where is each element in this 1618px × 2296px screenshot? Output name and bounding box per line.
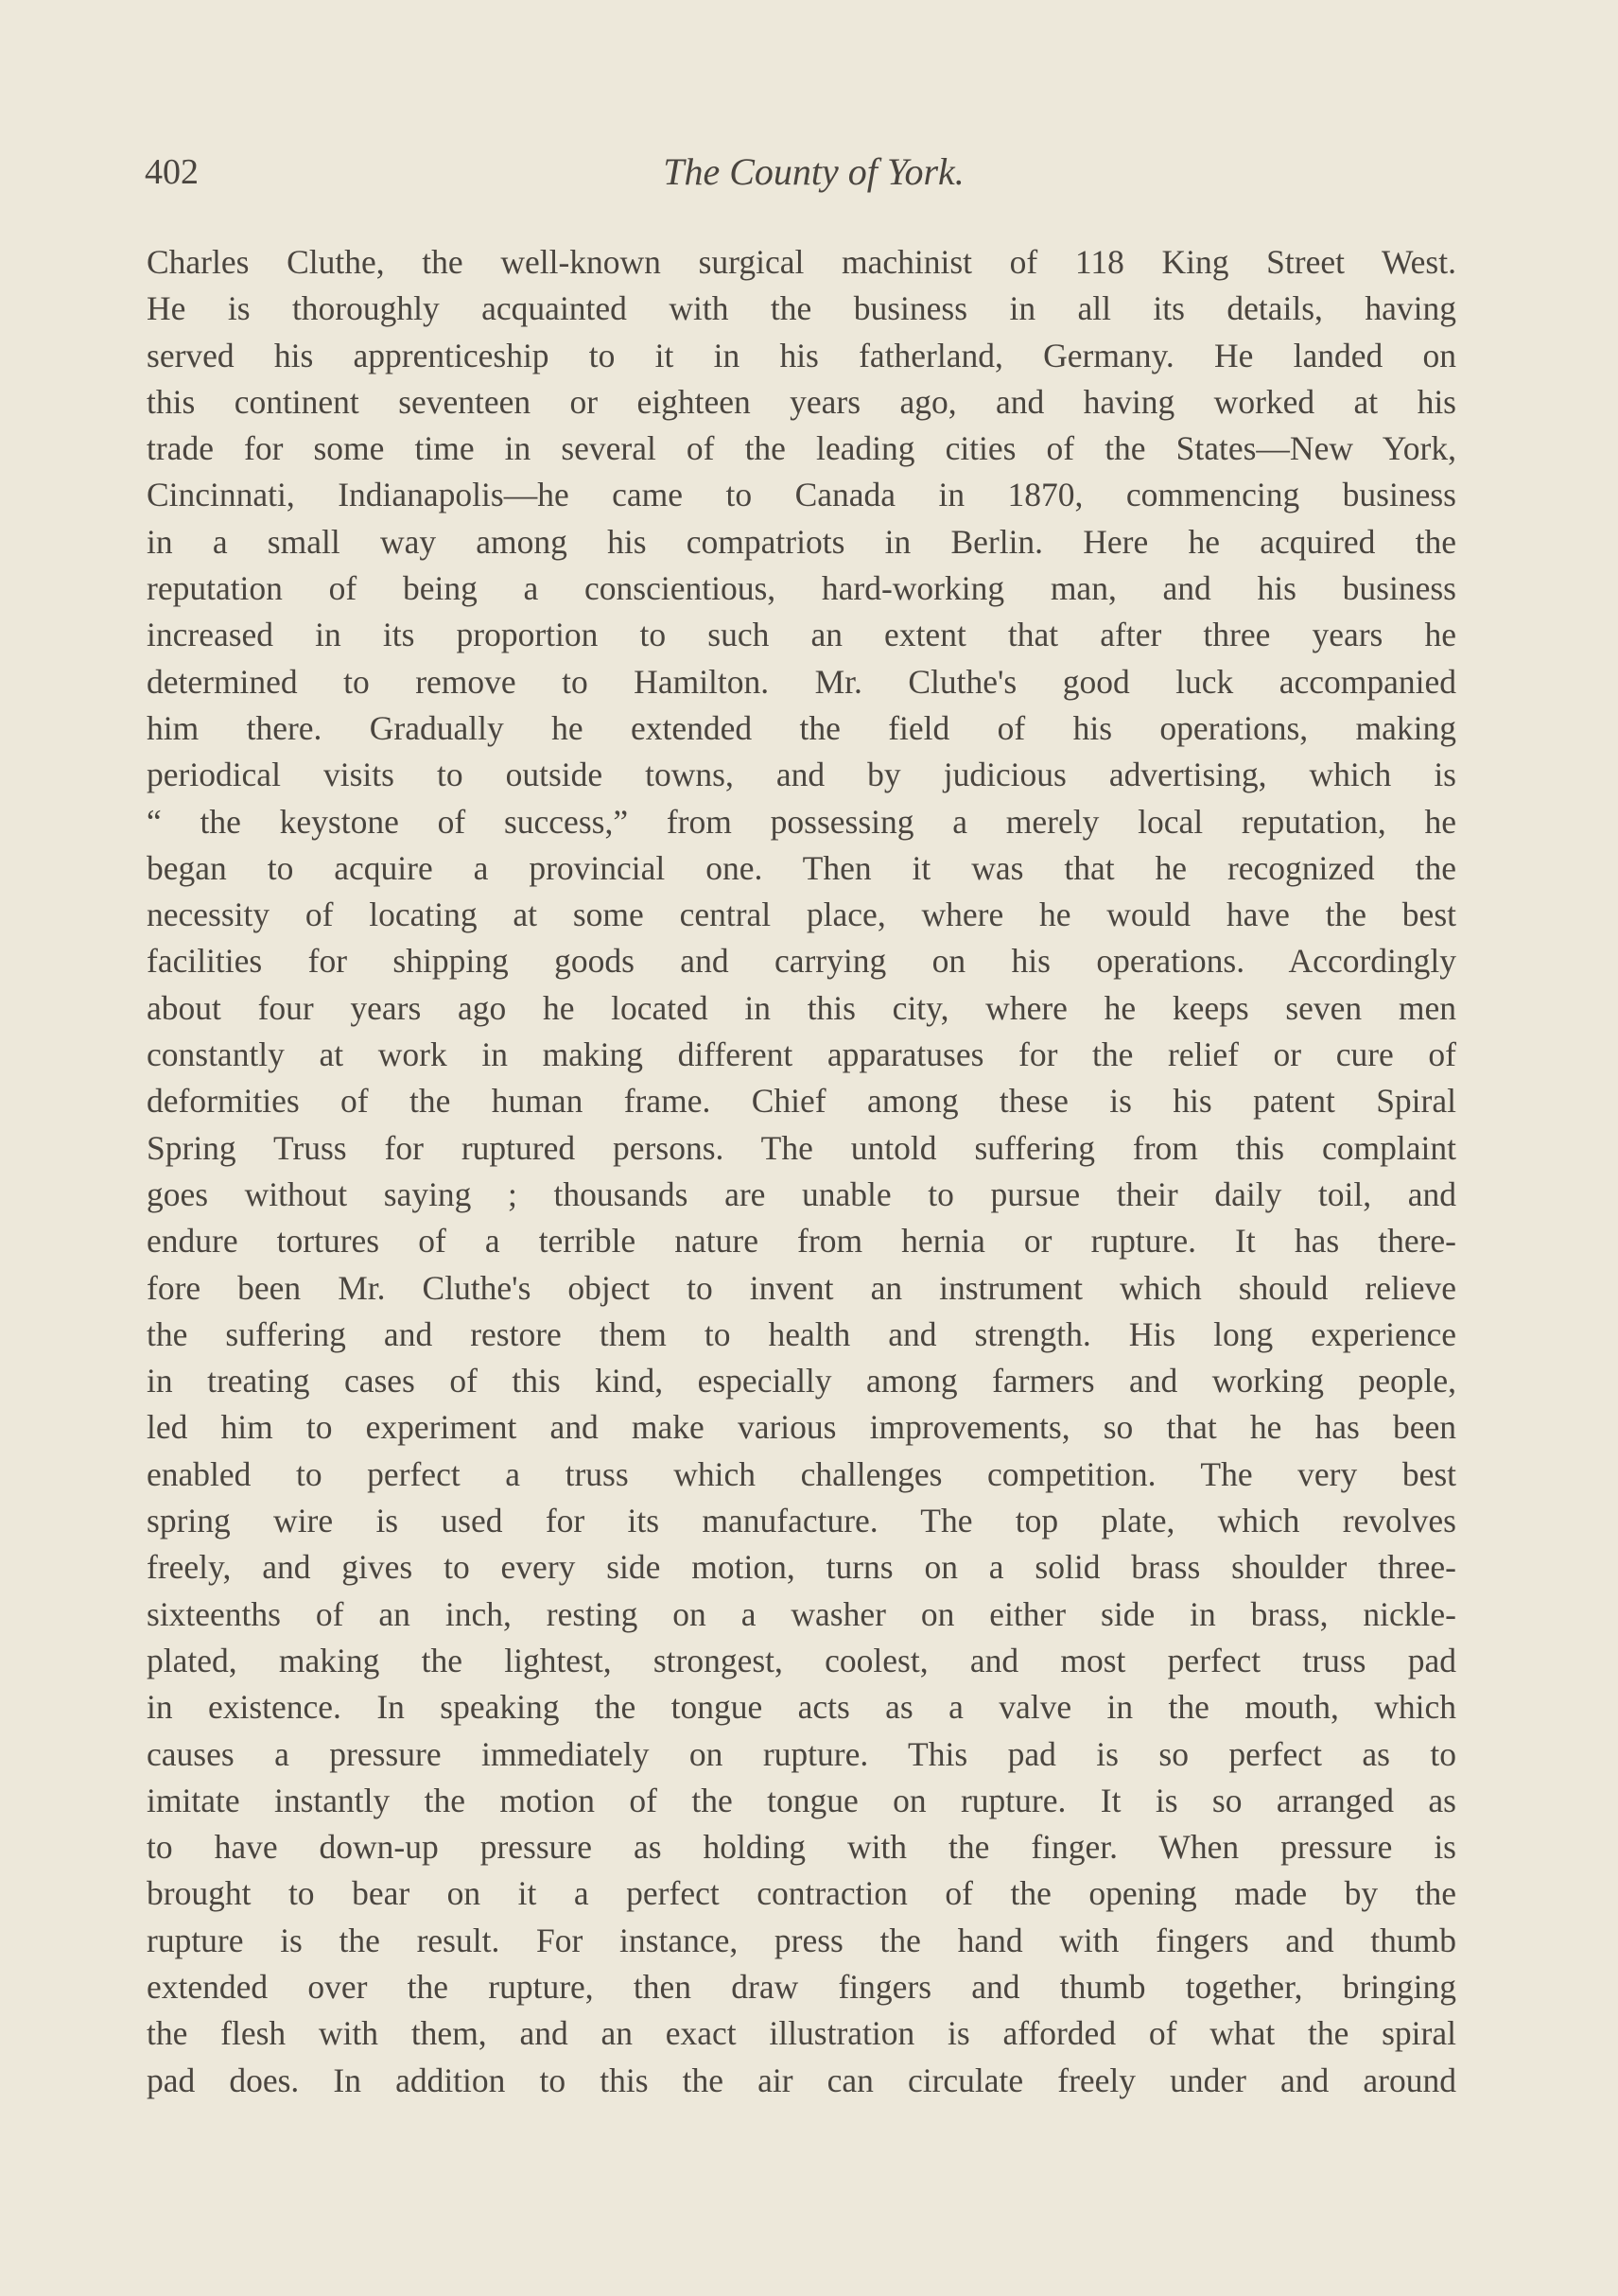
text-line: endure tortures of a terrible nature from hernia or rupture. It has there- [147,1222,1456,1261]
text-line: periodical visits to outside towns, and by judicious advertising, which is [147,756,1456,794]
text-line: this continent seventeen or eighteen years ago, and having worked at his [147,382,1456,421]
text-line: enabled to perfect a truss which challenges competition. The very best [147,1454,1456,1493]
text-line: in treating cases of this kind, especially among farmers and working people, [147,1362,1456,1400]
text-line: Charles Cluthe, the well-known surgical machinist of 118 King Street West. [147,243,1456,281]
text-line: trade for some time in several of the leading cities of the States—New York, [147,429,1456,468]
text-line: Cincinnati, Indianapolis—he came to Canada in 1870, commencing business [147,476,1456,514]
text-line: to have down-up pressure as holding with the finger. When pressure is [147,1828,1456,1867]
text-line: He is thoroughly acquainted with the business in all its details, having [147,289,1456,328]
text-line: reputation of being a conscientious, hard-working man, and his business [147,569,1456,608]
text-line: constantly at work in making different apparatuses for the relief or cure of [147,1035,1456,1074]
text-line: causes a pressure immediately on rupture. This pad is so perfect as to [147,1734,1456,1773]
text-line: “ the keystone of success,” from possessing a merely local reputation, he [147,802,1456,841]
running-title: The County of York. [663,150,965,193]
text-line: rupture is the result. For instance, press the hand with fingers and thumb [147,1921,1456,1959]
text-line: sixteenths of an inch, resting on a washer on either side in brass, nickle- [147,1594,1456,1633]
text-line: goes without saying ; thousands are unable to pursue their daily toil, and [147,1174,1456,1213]
text-line: began to acquire a provincial one. Then it was that he recognized the [147,848,1456,887]
text-line: increased in its proportion to such an extent that after three years he [147,616,1456,654]
page-number: 402 [145,152,199,192]
text-line: the flesh with them, and an exact illustration is afforded of what the spiral [147,2014,1456,2053]
text-line: in existence. In speaking the tongue acts as a valve in the mouth, which [147,1688,1456,1727]
text-line: plated, making the lightest, strongest, coolest, and most perfect truss pad [147,1641,1456,1679]
text-line: imitate instantly the motion of the tongue on rupture. It is so arranged as [147,1781,1456,1819]
text-line: spring wire is used for its manufacture. The top plate, which revolves [147,1502,1456,1540]
text-line: determined to remove to Hamilton. Mr. Cluthe's good luck accompanied [147,662,1456,701]
text-line: about four years ago he located in this city, where he keeps seven men [147,988,1456,1027]
text-line: Spring Truss for ruptured persons. The untold suffering from this complaint [147,1128,1456,1167]
text-line: served his apprenticeship to it in his fatherland, Germany. He landed on [147,336,1456,374]
text-line: led him to experiment and make various improvements, so that he has been [147,1408,1456,1447]
text-line: necessity of locating at some central place, where he would have the best [147,896,1456,934]
text-line: brought to bear on it a perfect contraction of the opening made by the [147,1874,1456,1913]
text-line: in a small way among his compatriots in Berlin. Here he acquired the [147,522,1456,561]
text-line: extended over the rupture, then draw fingers and thumb together, bringing [147,1967,1456,2006]
text-line: fore been Mr. Cluthe's object to invent an instrument which should relieve [147,1268,1456,1307]
text-line: the suffering and restore them to health and strength. His long experience [147,1314,1456,1353]
body-text [147,239,1456,2104]
text-line: facilities for shipping goods and carrying on his operations. Accordingly [147,942,1456,981]
text-line: him there. Gradually he extended the field of his operations, making [147,708,1456,747]
text-line: freely, and gives to every side motion, turns on a solid brass shoulder three- [147,1548,1456,1587]
text-line: deformities of the human frame. Chief among these is his patent Spiral [147,1082,1456,1121]
text-line: pad does. In addition to this the air can circulate freely under and around [147,2061,1456,2099]
